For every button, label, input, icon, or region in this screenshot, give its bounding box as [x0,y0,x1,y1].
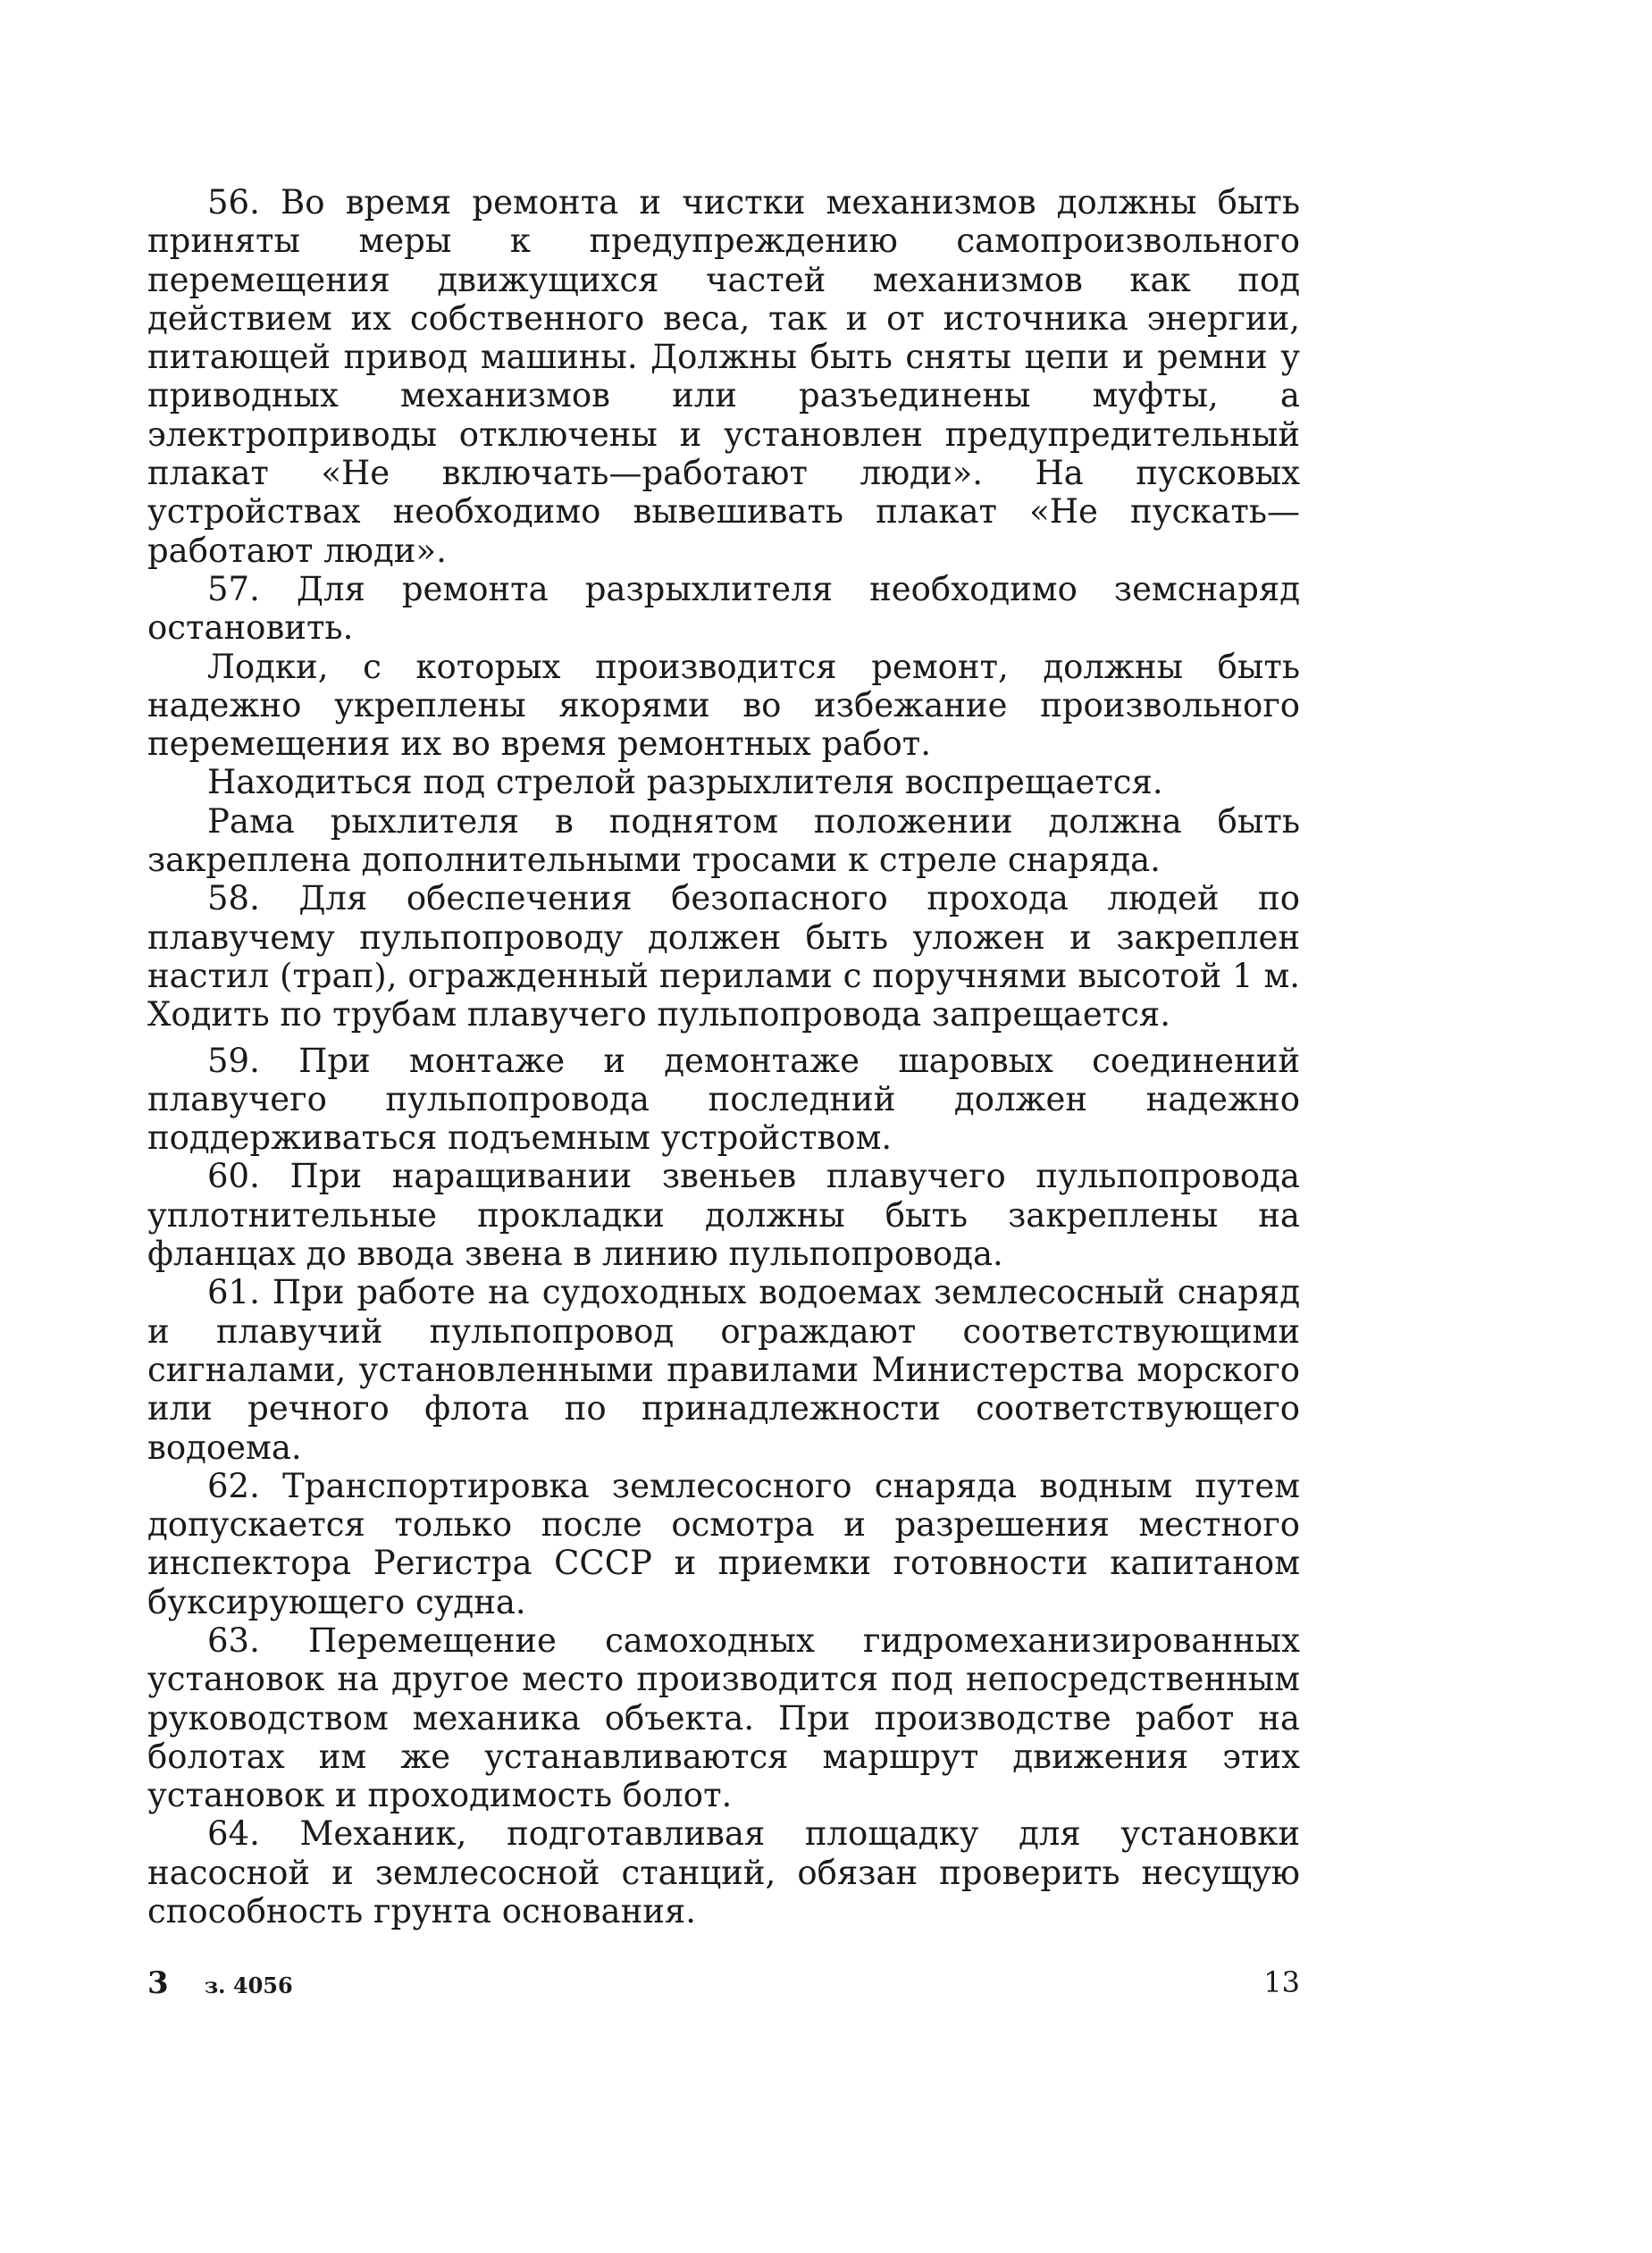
paragraph-62: 62. Транспортировка землесосного снаряда водным путем допускается только после осмотра и разрешения местного инспектора Регистра СССР и приемки готовности капитаном буксирующего судна. [147,1466,1300,1621]
page-footer [147,1965,1300,2010]
paragraph-57-boom: Находиться под стрелой разрыхлителя воспрещается. [207,763,1163,802]
paragraph-58: 58. Для обеспечения безопасного прохода людей по плавучему пульпопроводу должен быть уложен и закреплен настил (трап), огражденный перилами с поручнями высотой 1 м. Ходить по трубам плавучего пульпопровода запрещается. [147,879,1300,1034]
paragraph-57-boats: Лодки, с которых производится ремонт, должны быть надежно укреплены якорями во избежание произвольного перемещения их во время ремонтных работ. [147,647,1300,764]
paragraph-60: 60. При наращивании звеньев плавучего пульпопровода уплотнительные прокладки должны быть закреплены на фланцах до ввода звена в линию пульпопровода. [147,1157,1300,1274]
body-text [147,183,1300,1931]
paragraph-57-frame: Рама рыхлителя в поднятом положении должна быть закреплена дополнительными тросами к стреле снаряда. [147,801,1300,880]
paragraph-57: 57. Для ремонта разрыхлителя необходимо земснаряд остановить. [147,569,1300,648]
paragraph-64: 64. Механик, подготавливая площадку для установки насосной и землесосной станций, обязан проверить несущую способность грунта основания. [147,1814,1300,1931]
signature-number: 3 [147,1965,169,2001]
order-number: з. 4056 [204,1972,293,1998]
page-number: 13 [1263,1965,1300,1999]
paragraph-61: 61. При работе на судоходных водоемах землесосный снаряд и плавучий пульпопровод ограждают соответствующими сигналами, установленными правилами Министерства морского или речного флота по принадлежности соответствующего водоема. [147,1273,1300,1467]
paragraph-59: 59. При монтаже и демонтаже шаровых соединений плавучего пульпопровода последний должен надежно поддерживаться подъемным устройством. [147,1041,1300,1158]
paragraph-63: 63. Перемещение самоходных гидромеханизированных установок на другое место производится под непосредственным руководством механика объекта. При производстве работ на болотах им же устанавливаются маршрут движения этих установок и проходимость болот. [147,1621,1300,1815]
paragraph-56: 56. Во время ремонта и чистки механизмов должны быть приняты меры к предупреждению самопроизвольного перемещения движущихся частей механизмов как под действием их собственного веса, так и от источника энергии, питающей привод машины. Должны быть сняты цепи и ремни у приводных механизмов или разъединены муфты, а электроприводы отключены и установлен предупредительный плакат «Не включать—работают люди». На пусковых устройствах необходимо вывешивать плакат «Не пускать—работают люди». [147,183,1300,570]
printer-signature [147,1965,293,2001]
